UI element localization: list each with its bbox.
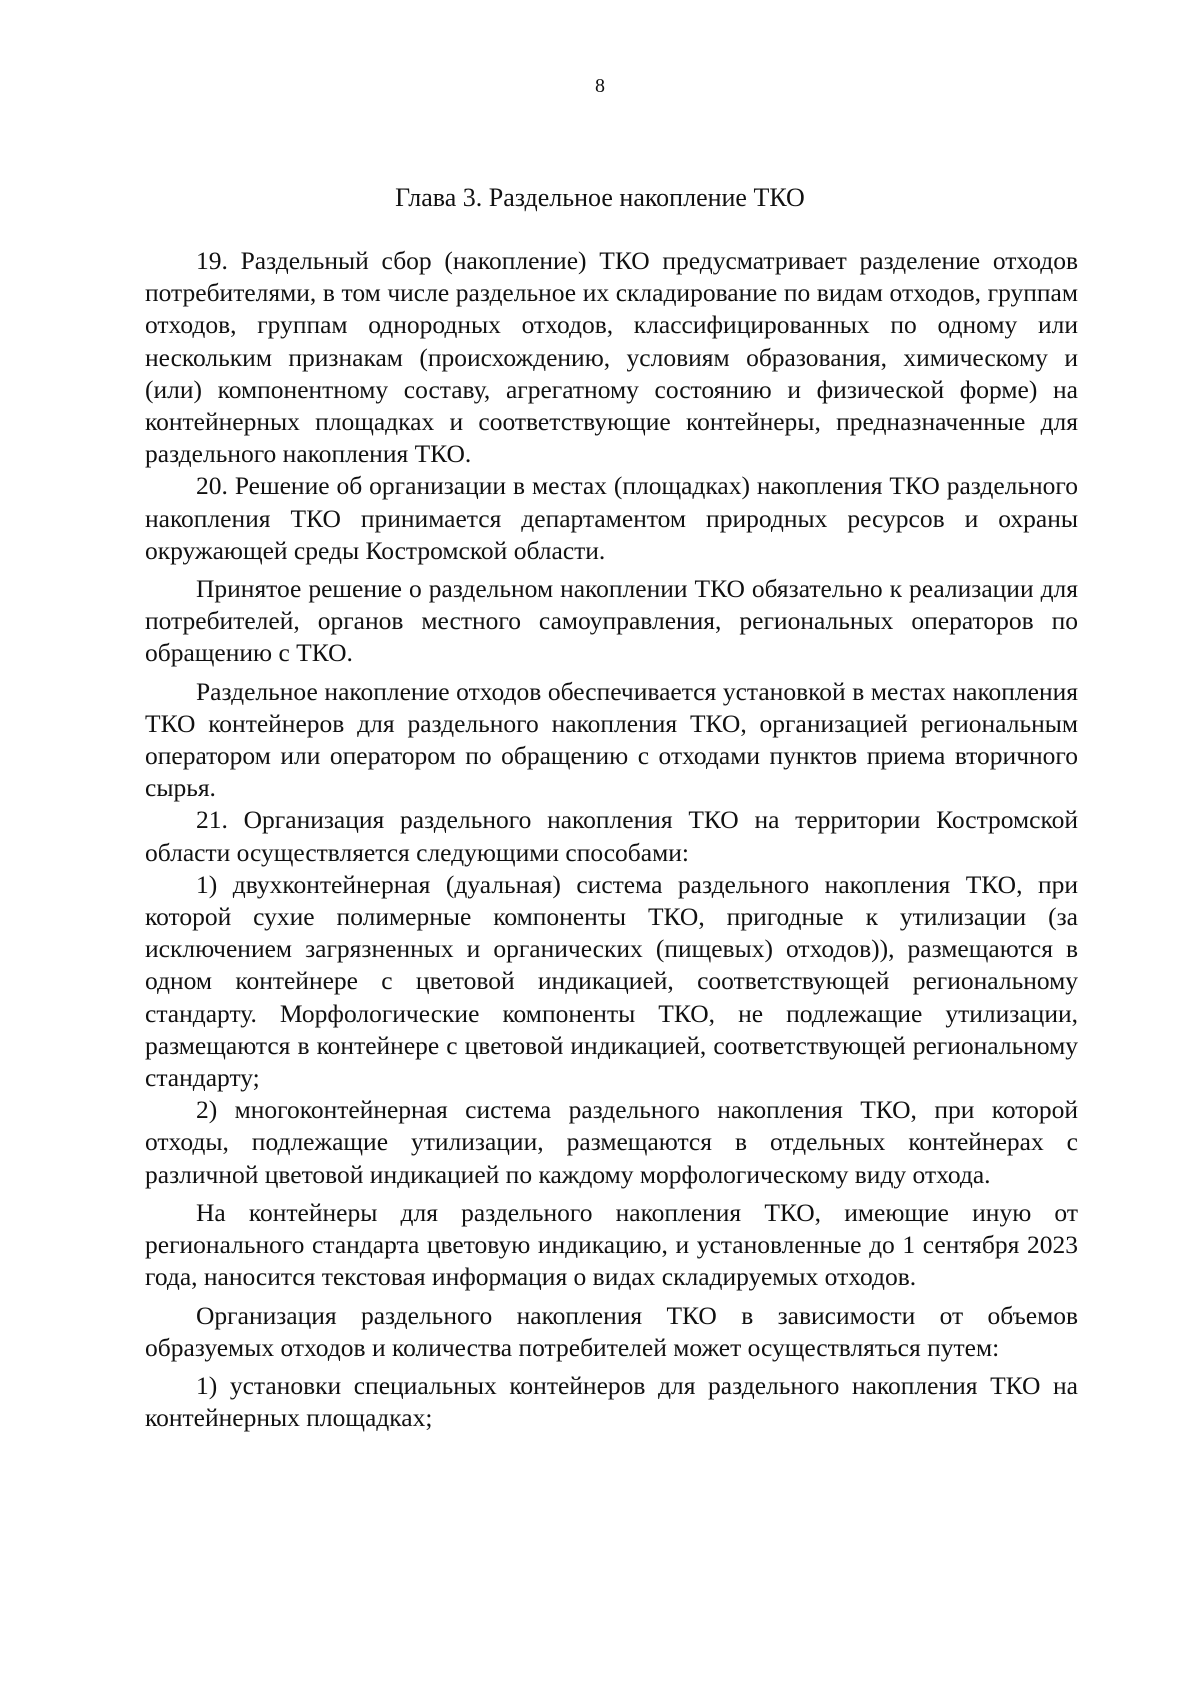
paragraph-20: 20. Решение об организации в местах (площадках) накопления ТКО раздельного накопления ТКО принимается департаментом природных ресурсов и охраны окружающей среды Костромской области. xyxy=(145,471,1078,565)
paragraph-container-labels: На контейнеры для раздельного накопления ТКО, имеющие иную от регионального стандарта цветовую индикацию, и установленные до 1 сентября 2023 года, наносится текстовая информация о видах складируемых отходов. xyxy=(145,1197,1078,1292)
document-body xyxy=(145,245,1078,1434)
list-item-multi-container-system: 2) многоконтейнерная система раздельного накопления ТКО, при которой отходы, подлежащие утилизации, размещаются в отдельных контейнерах с различной цветовой индикацией по каждому морфологическому виду отхода. xyxy=(145,1095,1078,1189)
paragraph-21: 21. Организация раздельного накопления ТКО на территории Костромской области осуществляется следующими способами: xyxy=(145,805,1078,867)
paragraph-organization-methods: Организация раздельного накопления ТКО в зависимости от объемов образуемых отходов и количества потребителей может осуществляться путем: xyxy=(145,1300,1078,1362)
page-number: 8 xyxy=(595,75,605,97)
list-item-special-containers: 1) установки специальных контейнеров для раздельного накопления ТКО на контейнерных площадках; xyxy=(145,1370,1078,1433)
list-item-dual-system: 1) двухконтейнерная (дуальная) система раздельного накопления ТКО, при которой сухие полимерные компоненты ТКО, пригодные к утилизации (за исключением загрязненных и органических (пищевых) отходов)), размещаются в одном контейнере с цветовой индикацией, соответствующей региональному стандарту. Морфологические компоненты ТКО, не подлежащие утилизации, размещаются в контейнере с цветовой индикацией, соответствующей региональному стандарту; xyxy=(145,869,1078,1093)
paragraph-decision: Принятое решение о раздельном накоплении ТКО обязательно к реализации для потребителей, органов местного самоуправления, региональных операторов по обращению с ТКО. xyxy=(145,574,1078,668)
chapter-heading: Глава 3. Раздельное накопление ТКО xyxy=(395,183,805,212)
paragraph-separate-accumulation: Раздельное накопление отходов обеспечивается установкой в местах накопления ТКО контейнеров для раздельного накопления ТКО, организацией региональным оператором или оператором по обращению с отходами пунктов приема вторичного сырья. xyxy=(145,676,1078,803)
paragraph-19: 19. Раздельный сбор (накопление) ТКО предусматривает разделение отходов потребителями, в том числе раздельное их складирование по видам отходов, группам отходов, группам однородных отходов, классифицированных по одному или нескольким признакам (происхождению, условиям образования, химическому и (или) компонентному составу, агрегатному состоянию и физической форме) на контейнерных площадках и соответствующие контейнеры, предназначенные для раздельного накопления ТКО. xyxy=(145,246,1078,469)
